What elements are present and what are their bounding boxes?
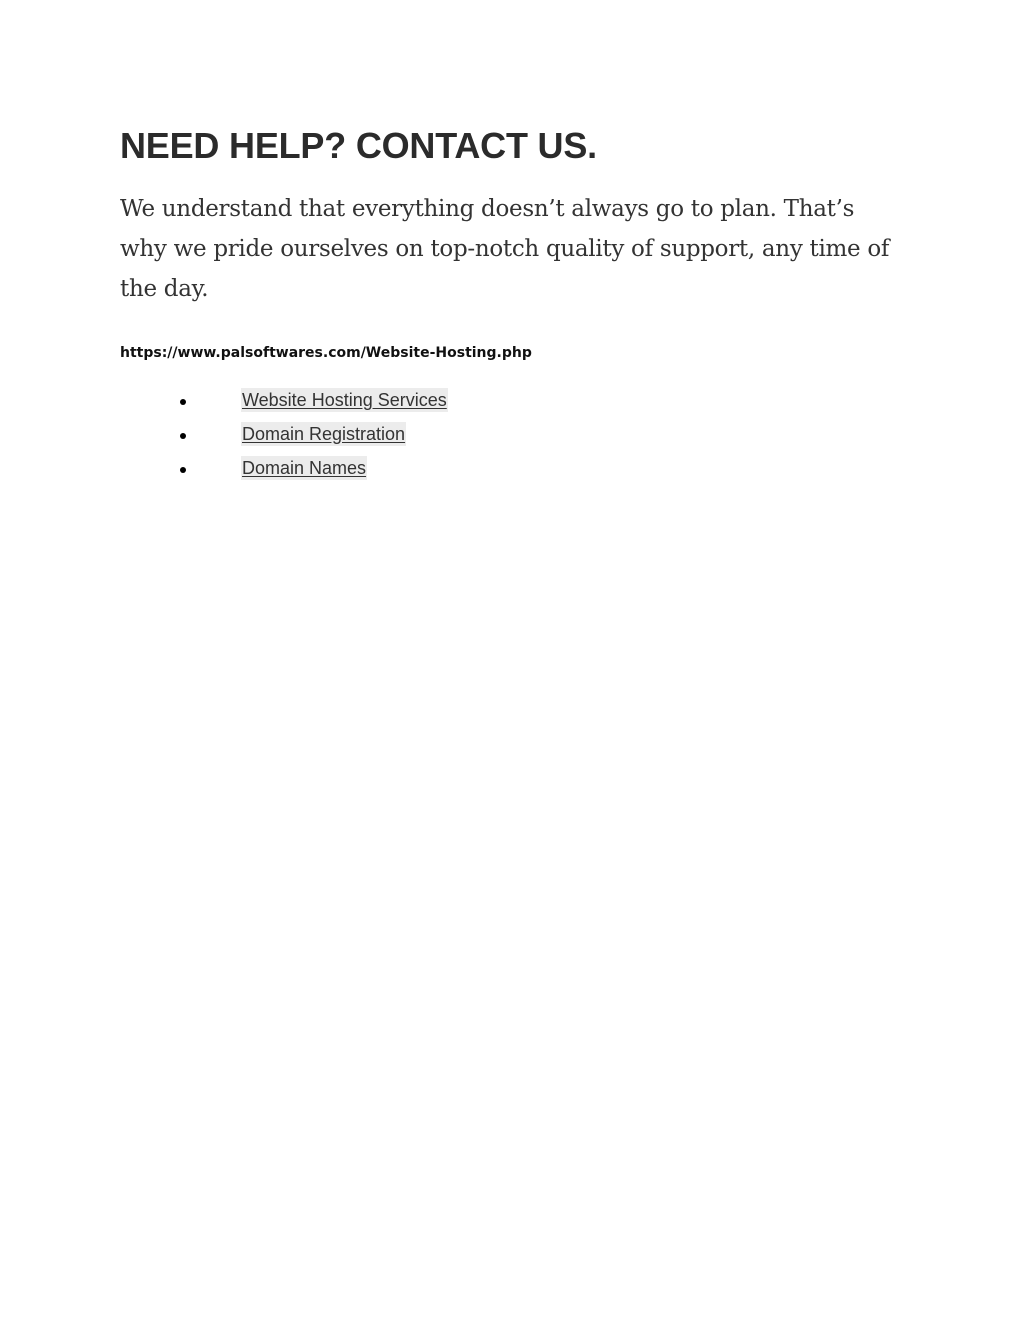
link-domain-registration[interactable]: Domain Registration [242,424,406,444]
link-domain-names[interactable]: Domain Names [242,458,367,478]
intro-paragraph: We understand that everything doesn’t always go to plan. That’s why we pride ourselves on top-notch quality of support, any time of the day. [120,196,890,302]
page-heading: NEED HELP? CONTACT US. [120,125,597,166]
bullet-icon [180,399,186,405]
source-url: https://www.palsoftwares.com/Website-Hosting.php [120,345,532,361]
link-website-hosting-services[interactable]: Website Hosting Services [242,390,447,410]
bullet-icon [180,467,186,473]
bullet-icon [180,433,186,439]
